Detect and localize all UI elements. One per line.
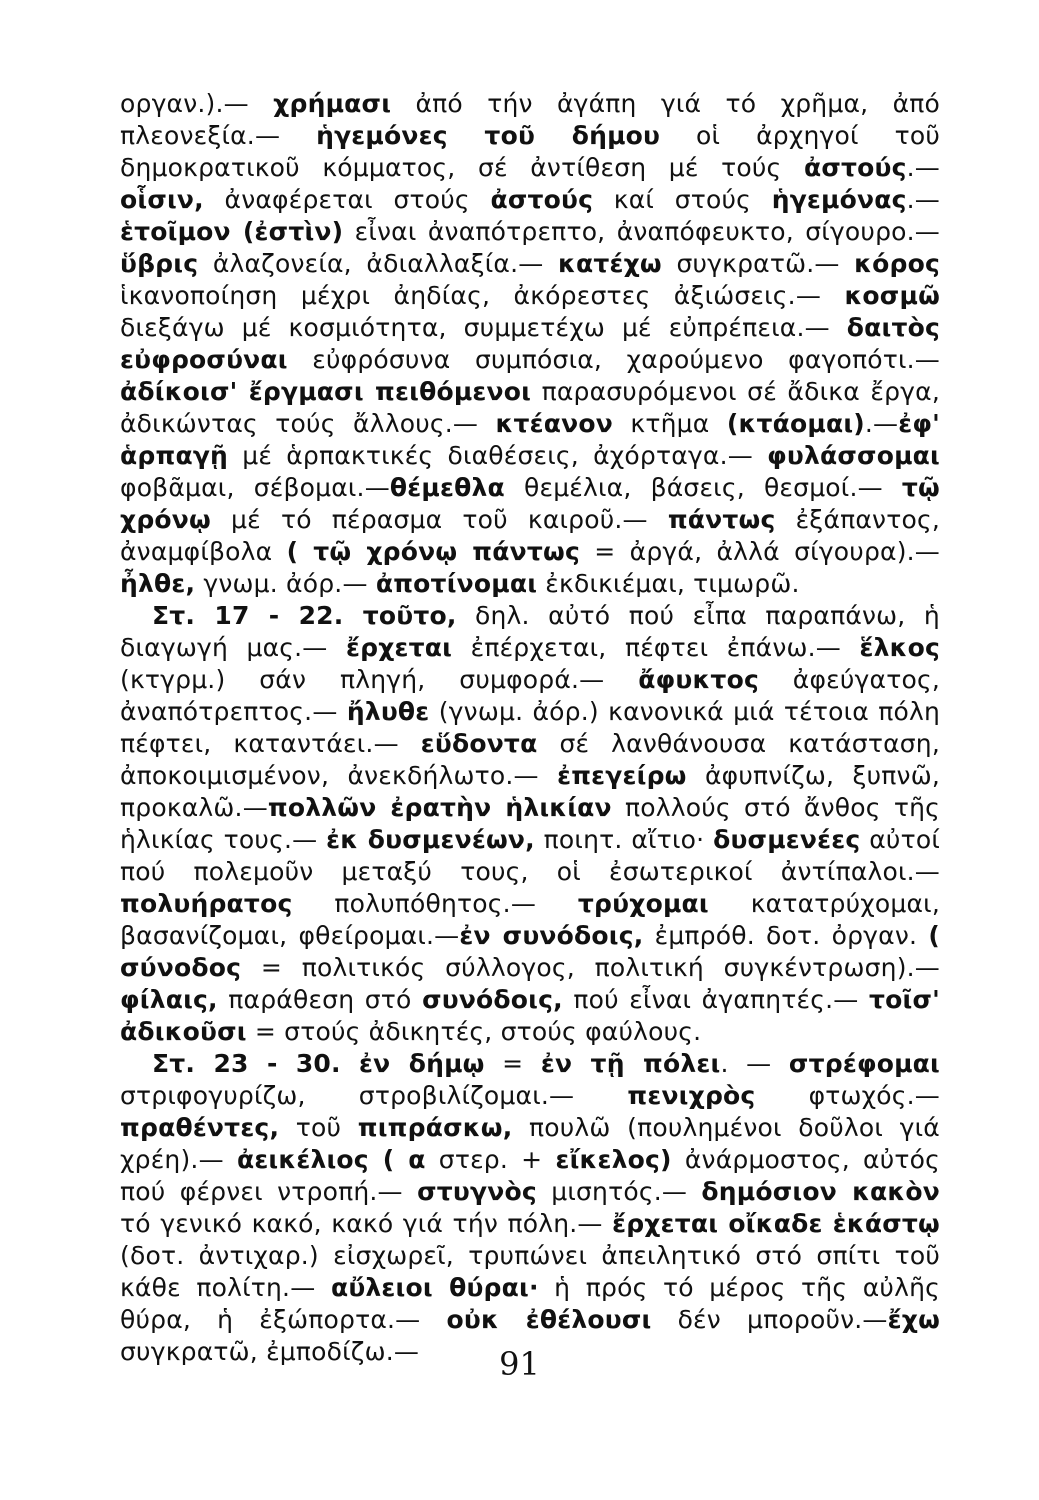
gloss-text: = πολιτικός σύλλογος, πολιτική συγκέντρωση).— [241,953,940,982]
gloss-text: ἀνάρμοστος, αὐτός πού φέρνει ντροπή.— [120,1145,940,1206]
gloss-text: ἐμπρόθ. δοτ. ὀργαν. [643,921,929,950]
gloss-text: ἐξάπαντος, ἀναμφίβολα [120,505,940,566]
gloss-text: (γνωμ. ἀόρ.) κανονικά μιά τέτοια πόλη πέφτει, καταντάει.— [120,697,941,758]
headword: ὕβρις [120,249,199,278]
gloss-text: ἀπό τήν ἀγάπη γιά τό χρῆμα, ἀπό πλεονεξία.— [120,89,940,150]
headword: ἀστούς [803,153,907,182]
gloss-text: ἡ πρός τό μέρος τῆς αὐλῆς θύρα, ἡ ἐξώπορτα.— [120,1273,941,1334]
headword: δημόσιον κακὸν [701,1177,940,1206]
headword: (κτάομαι) [726,409,865,438]
gloss-text: . — [720,1049,789,1078]
gloss-text: = [484,1049,541,1078]
headword: ( σύνοδος [120,921,940,982]
gloss-text: παρασυρόμενοι σέ ἄδικα ἔργα, ἀδικώντας τούς ἄλλους.— [120,377,940,438]
gloss-text: ἀφεύγατος, ἀναπότρεπτος.— [120,665,940,726]
headword: αὔλειοι θύραι· [330,1273,539,1302]
headword: πιπράσκω, [357,1113,513,1142]
gloss-text: ποιητ. αἴτιο· [534,825,714,854]
gloss-text: οἱ ἀρχηγοί τοῦ δημοκρατικοῦ κόμματος, σέ ἀντίθεση μέ τούς [120,121,940,182]
gloss-text: κτῆμα [612,409,727,438]
headword: ἀστούς [490,185,594,214]
headword: τρύχομαι [577,889,709,918]
headword: πενιχρὸς [627,1081,756,1110]
gloss-text: αὐτοί πού πολεμοῦν μεταξύ τους, οἱ ἐσωτερικοί ἀντίπαλοι.— [120,825,940,886]
headword: πάντως [667,505,776,534]
headword: ἕλκος [859,633,940,662]
headword: ἔρχεται οἴκαδε ἑκάστῳ [612,1209,940,1238]
gloss-text: στριφογυρίζω, στροβιλίζομαι.— [120,1081,628,1110]
gloss-text: εἶναι ἀναπότρεπτο, ἀναπόφευκτο, σίγουρο.— [343,217,940,246]
gloss-text: δέν μποροῦν.— [651,1305,888,1334]
gloss-text: .— [906,153,940,182]
gloss-text: ἀφυπνίζω, ξυπνῶ, προκαλῶ.— [120,761,940,822]
gloss-text: ἀναφέρεται στούς [203,185,491,214]
paragraph-1 [120,88,940,600]
gloss-text: (κτγρμ.) σάν πληγή, συμφορά.— [120,665,639,694]
gloss-text: .— [906,185,940,214]
headword: ἑτοῖμον (ἐστὶν) [120,217,344,246]
headword: ἐκ δυσμενέων, [326,825,535,854]
gloss-text: δηλ. αὐτό πού εἶπα παραπάνω, ἡ διαγωγή μας.— [120,601,940,662]
headword: ἀεικέλιος ( α [236,1145,426,1174]
headword: Στ. 23 - 30. ἐν δήμῳ [152,1049,485,1078]
gloss-text: ἐπέρχεται, πέφτει ἐπάνω.— [452,633,860,662]
headword: ἡγεμόνες τοῦ δήμου [316,121,661,150]
gloss-text: φτωχός.— [755,1081,940,1110]
gloss-text: εὐφρόσυνα συμπόσια, χαρούμενο φαγοπότι.— [287,345,940,374]
headword: δυσμενέες [713,825,861,854]
paragraph-2 [120,600,940,1048]
headword: κοσμῶ [844,281,940,310]
gloss-text: σέ λανθάνουσα κατάσταση, ἀποκοιμισμένον, ἀνεκδήλωτο.— [120,729,940,790]
headword: πολυήρατος [120,889,293,918]
gloss-text: = στούς ἀδικητές, στούς φαύλους. [246,1017,702,1046]
gloss-text: ἀλαζονεία, ἀδιαλλαξία.— [198,249,558,278]
gloss-text: πολυπόθητος.— [292,889,578,918]
gloss-text: συγκρατῶ, ἐμποδίζω.— [120,1337,420,1366]
headword: συνόδοις, [422,985,563,1014]
headword: πολλῶν ἐρατὴν ἡλικίαν [267,793,612,822]
gloss-text: πού εἶναι ἀγαπητές.— [562,985,869,1014]
headword: ἐφ' ἁρπαγῇ [120,409,940,470]
headword: χρήμασι [273,89,392,118]
gloss-text: μισητός.— [536,1177,702,1206]
gloss-text: στερ. + [425,1145,556,1174]
gloss-text: οργαν.).— [120,89,274,118]
headword: Στ. 17 - 22. τοῦτο, [152,601,457,630]
paragraph-3 [120,1048,940,1368]
gloss-text: καί στούς [593,185,772,214]
gloss-text: διεξάγω μέ κοσμιότητα, συμμετέχω μέ εὐπρέπεια.— [120,313,847,342]
headword: κόρος [854,249,940,278]
headword: δαιτὸς εὐφροσύναι [120,313,940,374]
gloss-text: τοῦ [279,1113,358,1142]
headword: ἔρχεται [346,633,453,662]
headword: τῷ χρόνῳ [120,473,940,534]
headword: στρέφομαι [788,1049,940,1078]
gloss-text: θεμέλια, βάσεις, θεσμοί.— [504,473,902,502]
gloss-text: παράθεση στό [217,985,423,1014]
headword: πραθέντες, [120,1113,280,1142]
gloss-text: .— [864,409,899,438]
headword: ἐν τῇ πόλει [540,1049,721,1078]
headword: τοῖσ' ἀδικοῦσι [120,985,940,1046]
headword: φυλάσσομαι [767,441,940,470]
headword: ἐν συνόδοις, [459,921,644,950]
headword: οἷσιν, [120,185,204,214]
gloss-text: μέ τό πέρασμα τοῦ καιροῦ.— [210,505,668,534]
gloss-text: φοβᾶμαι, σέβομαι.— [120,473,390,502]
gloss-text: κατατρύχομαι, βασανίζομαι, φθείρομαι.— [120,889,940,950]
gloss-text: = ἀργά, ἀλλά σίγουρα).— [579,537,941,566]
gloss-text: πολλούς στό ἄνθος τῆς ἡλικίας τους.— [120,793,940,854]
headword: εἴκελος) [555,1145,672,1174]
page-body [120,88,940,1428]
headword: εὕδοντα [420,729,538,758]
headword: ἀδίκοισ' ἔργμασι πειθόμενοι [120,377,532,406]
headword: θέμεθλα [389,473,505,502]
gloss-text: ἱκανοποίηση μέχρι ἀηδίας, ἀκόρεστες ἀξιώσεις.— [120,281,845,310]
gloss-text: μέ ἁρπακτικές διαθέσεις, ἀχόρταγα.— [228,441,768,470]
headword: ἡγεμόνας [771,185,907,214]
page-number: 91 [499,1345,540,1383]
headword: ἔχω [887,1305,941,1334]
gloss-text: (δοτ. ἀντιχαρ.) εἰσχωρεῖ, τρυπώνει ἀπειλητικό στό σπίτι τοῦ κάθε πολίτη.— [120,1241,940,1302]
headword: ἀποτίνομαι [375,569,538,598]
headword: οὐκ ἐθέλουσι [446,1305,652,1334]
headword: ἤλυθε [346,697,430,726]
headword: ἄφυκτος [638,665,759,694]
headword: στυγνὸς [417,1177,537,1206]
headword: φίλαις, [120,985,218,1014]
gloss-text: γνωμ. ἀόρ.— [195,569,376,598]
headword: κατέχω [558,249,662,278]
headword: κτέανον [495,409,613,438]
headword: ἦλθε, [120,569,196,598]
gloss-text: τό γενικό κακό, κακό γιά τήν πόλη.— [120,1209,613,1238]
gloss-text: συγκρατῶ.— [661,249,855,278]
gloss-text: ἐκδικιέμαι, τιμωρῶ. [537,569,800,598]
headword: ἐπεγείρω [557,761,687,790]
headword: ( τῷ χρόνῳ πάντως [286,537,580,566]
gloss-text: πουλῶ (πουλημένοι δοῦλοι γιά χρέη).— [120,1113,940,1174]
